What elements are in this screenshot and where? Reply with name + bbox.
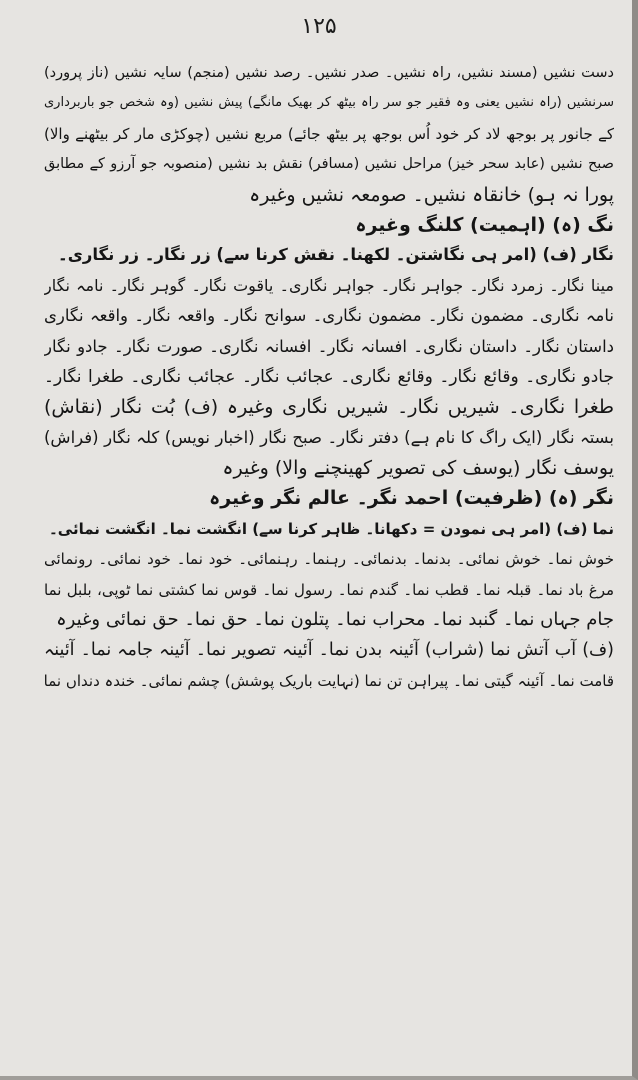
text-line: کے جانور پر بوجھ لاد کر خود اُس بوجھ پر بیٹھ جائے) مربع نشیں (چوکڑی مار کر بیٹھنے والا) bbox=[44, 124, 614, 143]
text-line: صبح نشیں (عابد سحر خیز) مراحل نشیں (مسافر) نقش بد نشیں (منصوبہ جو آرزو کے مطابق bbox=[44, 156, 614, 173]
text-line: طغرا نگاری۔ شیریں نگار۔ شیریں نگاری وغیرہ (ف) بُت نگار (نقاش) bbox=[44, 396, 614, 419]
text-line: مرغ باد نما۔ قبلہ نما۔ قطب نما۔ گندم نما۔ رسول نما۔ قوس نما کشتی نما ٹوپی، بلبل نما bbox=[44, 580, 614, 599]
text-line: نما (ف) (امر ہی نمودن = دکھانا۔ ظاہر کرنا سے) انگشت نما۔ انگشت نمائی۔ bbox=[49, 519, 614, 538]
text-line: پورا نہ ہو) خانقاہ نشیں۔ صومعہ نشیں وغیرہ bbox=[249, 183, 614, 206]
page-number: ۱۲۵ bbox=[301, 14, 337, 39]
text-line: جام جہاں نما۔ گنبد نما۔ محراب نما۔ پتلون نما۔ حق نما۔ حق نمائی وغیرہ bbox=[56, 609, 614, 631]
text-line: یوسف نگار (یوسف کی تصویر کھینچنے والا) وغیرہ bbox=[222, 457, 614, 480]
text-line: نگ (ہ) (اہمیت) کلنگ وغیرہ bbox=[355, 213, 614, 236]
text-line: جادو نگاری۔ وقائع نگار۔ وقائع نگاری۔ عجائب نگار۔ عجائب نگاری۔ طغرا نگار۔ bbox=[44, 366, 614, 387]
text-line: دست نشیں (مسند نشیں، راہ نشیں۔ صدر نشیں۔ رصد نشیں (منجم) سایہ نشیں (ناز پرورد) bbox=[44, 65, 614, 81]
text-line: داستان نگار۔ داستان نگاری۔ افسانہ نگار۔ افسانہ نگاری۔ صورت نگار۔ جادو نگار bbox=[44, 336, 614, 356]
text-line: قامت نما۔ آئینہ گیتی نما۔ پیراہن تن نما (نہایت باریک پوشش) چشم نمائی۔ خندہ دنداں نما bbox=[44, 671, 614, 690]
text-line: سرنشیں (راہ نشیں یعنی وہ فقیر جو سر راہ بیٹھ کر بھیک مانگے) پیش نشیں (وہ شخص جو باربرداری bbox=[44, 95, 614, 111]
text-line: مینا نگار۔ زمرد نگار۔ جواہر نگار۔ جواہر نگاری۔ یاقوت نگار۔ گوہر نگار۔ نامہ نگار bbox=[44, 275, 614, 295]
text-line: بستہ نگار (ایک راگ کا نام ہے) دفتر نگار۔ صبح نگار (اخبار نویس) کلہ نگار (فراش) bbox=[44, 427, 614, 447]
page-body-text bbox=[44, 58, 614, 696]
text-line: نگار (ف) (امر ہی نگاشتن۔ لکھنا۔ نقش کرنا سے) زر نگار۔ زر نگاری۔ bbox=[58, 245, 614, 265]
text-line: خوش نما۔ خوش نمائی۔ بدنما۔ بدنمائی۔ رہنما۔ رہنمائی۔ خود نما۔ خود نمائی۔ رونمائی bbox=[44, 550, 614, 569]
text-line: نگر (ہ) (ظرفیت) احمد نگر۔ عالم نگر وغیرہ bbox=[209, 487, 614, 510]
text-line: نامہ نگاری۔ مضمون نگار۔ مضمون نگاری۔ سوانح نگار۔ واقعہ نگار۔ واقعہ نگاری bbox=[44, 306, 614, 326]
text-line: (ف) آب آتش نما (شراب) آئینہ بدن نما۔ آئینہ تصویر نما۔ آئینہ جامہ نما۔ آئینہ bbox=[44, 640, 614, 661]
